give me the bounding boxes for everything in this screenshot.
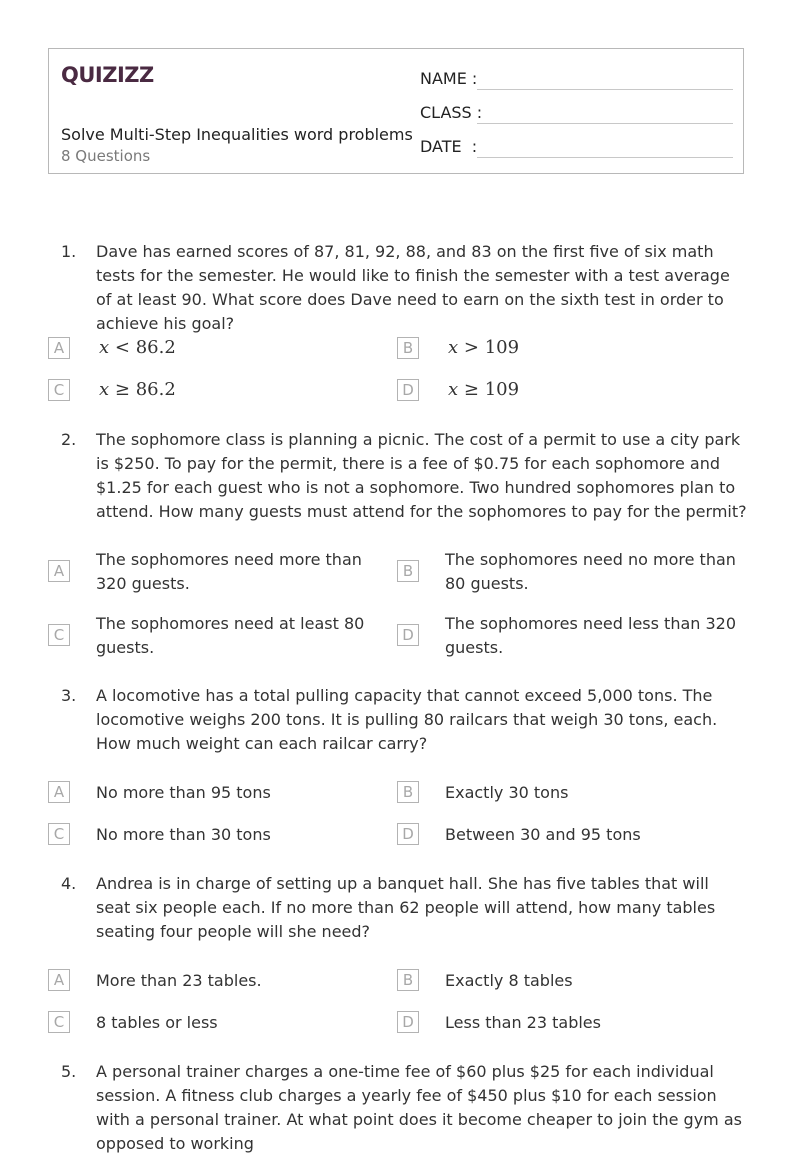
option-b-text[interactable]: Exactly 8 tables (445, 971, 573, 990)
math-variable: x (99, 337, 110, 358)
question-text: Andrea is in charge of setting up a banquet hall. She has five tables that will seat six people each. If no more than 62 people will attend, how many tables seating four people will she need? (96, 874, 716, 941)
option-d-expression[interactable] (448, 379, 519, 400)
option-d-text[interactable]: Between 30 and 95 tons (445, 825, 641, 844)
date-line[interactable] (477, 157, 733, 158)
math-operator: ≥ (114, 379, 130, 400)
question-number: 2. (61, 430, 77, 449)
option-a-text[interactable]: More than 23 tables. (96, 971, 262, 990)
option-badge-c[interactable]: C (48, 624, 70, 646)
option-d-text[interactable]: Less than 23 tables (445, 1013, 601, 1032)
option-badge-c[interactable]: C (48, 1011, 70, 1033)
option-a-text[interactable]: No more than 95 tons (96, 783, 271, 802)
question-number: 4. (61, 874, 77, 893)
class-label: CLASS : (420, 103, 483, 122)
math-operator: ≥ (463, 379, 479, 400)
question-text: A personal trainer charges a one-time fee of $60 plus $25 for each individual session. A fitness club charges a yearly fee of $450 plus $10 for each session with a personal trainer. At what point does it become cheaper to join the gym as opposed to working (96, 1062, 742, 1153)
svg-text:QUIZIZZ: QUIZIZZ (61, 63, 154, 87)
option-badge-d[interactable]: D (397, 823, 419, 845)
math-operator: > (463, 337, 479, 358)
math-value: 109 (484, 337, 520, 358)
math-operator: < (114, 337, 130, 358)
math-variable: x (448, 337, 459, 358)
option-b-text[interactable]: Exactly 30 tons (445, 783, 569, 802)
question-text: The sophomore class is planning a picnic. The cost of a permit to use a city park is $250. To pay for the permit, there is a fee of $0.75 for each sophomore and $1.25 for each guest who is not a sophomore. Two hundred sophomores plan to attend. How many guests must attend for the sophomores to pay for the permit? (96, 430, 747, 521)
option-badge-c[interactable]: C (48, 823, 70, 845)
date-label: DATE : (420, 137, 478, 156)
name-line[interactable] (477, 89, 733, 90)
question-count: 8 Questions (61, 147, 151, 165)
question-text: Dave has earned scores of 87, 81, 92, 88, and 83 on the first five of six math tests for the semester. He would like to finish the semester with a test average of at least 90. What score does Dave need to earn on the sixth test in order to achieve his goal? (96, 242, 730, 333)
option-badge-b[interactable]: B (397, 781, 419, 803)
option-badge-b[interactable]: B (397, 560, 419, 582)
option-badge-b[interactable]: B (397, 337, 419, 359)
question-text: A locomotive has a total pulling capacity that cannot exceed 5,000 tons. The locomotive weighs 200 tons. It is pulling 80 railcars that weigh 30 tons, each. How much weight can each railcar carry? (96, 686, 718, 753)
math-value: 86.2 (135, 337, 176, 358)
worksheet-header (48, 48, 744, 174)
quizizz-logo (61, 60, 153, 88)
option-badge-a[interactable]: A (48, 560, 70, 582)
option-badge-d[interactable]: D (397, 624, 419, 646)
math-variable: x (99, 379, 110, 400)
option-d-text[interactable]: The sophomores need less than 320 guests. (445, 614, 737, 657)
option-badge-a[interactable]: A (48, 781, 70, 803)
option-badge-b[interactable]: B (397, 969, 419, 991)
option-badge-a[interactable]: A (48, 969, 70, 991)
question-number: 5. (61, 1062, 77, 1081)
option-b-text[interactable]: The sophomores need no more than 80 guests. (445, 550, 736, 593)
name-label: NAME : (420, 69, 478, 88)
math-value: 86.2 (135, 379, 176, 400)
option-badge-a[interactable]: A (48, 337, 70, 359)
class-line[interactable] (477, 123, 733, 124)
option-c-text[interactable]: 8 tables or less (96, 1013, 218, 1032)
option-badge-c[interactable]: C (48, 379, 70, 401)
option-c-expression[interactable] (99, 379, 176, 400)
option-c-text[interactable]: The sophomores need at least 80 guests. (96, 614, 365, 657)
option-badge-d[interactable]: D (397, 1011, 419, 1033)
option-badge-d[interactable]: D (397, 379, 419, 401)
math-value: 109 (484, 379, 520, 400)
worksheet-title: Solve Multi-Step Inequalities word problems (61, 125, 413, 144)
option-c-text[interactable]: No more than 30 tons (96, 825, 271, 844)
question-number: 3. (61, 686, 77, 705)
option-b-expression[interactable] (448, 337, 519, 358)
option-a-text[interactable]: The sophomores need more than 320 guests. (96, 550, 362, 593)
math-variable: x (448, 379, 459, 400)
question-number: 1. (61, 242, 77, 261)
option-a-expression[interactable] (99, 337, 176, 358)
